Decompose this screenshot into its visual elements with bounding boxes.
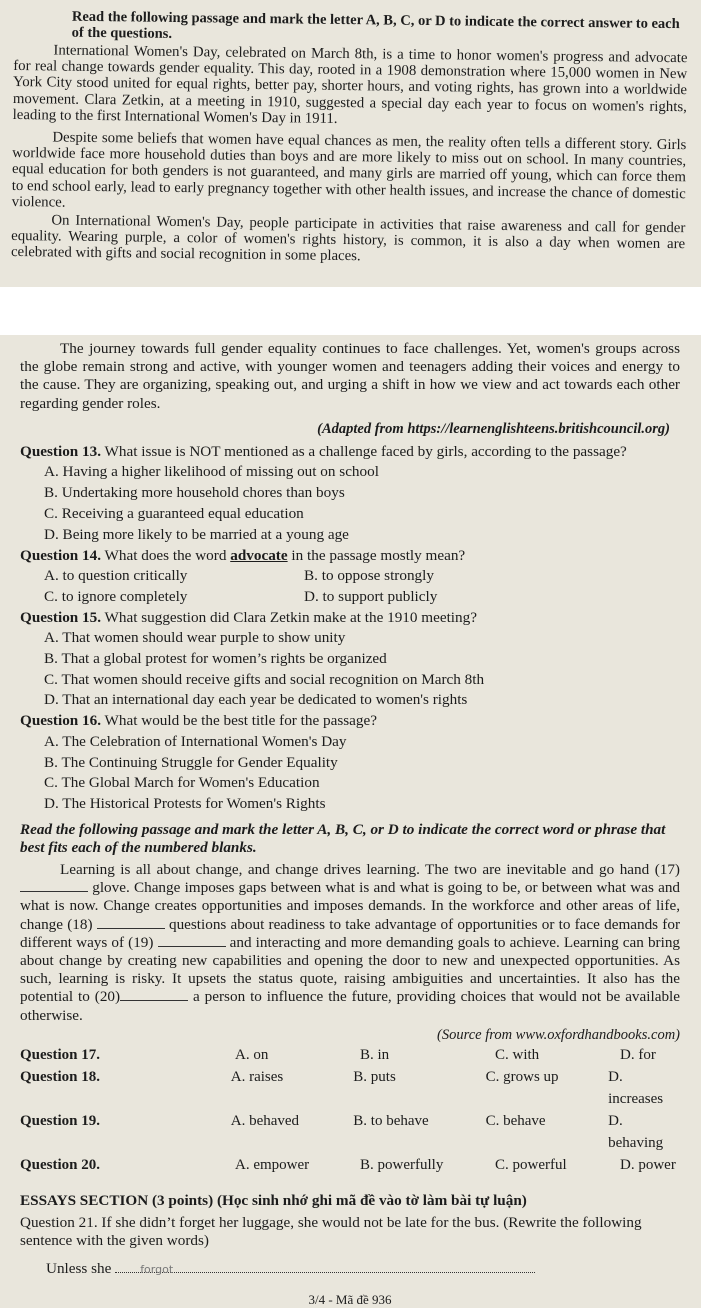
option-b[interactable]: B. powerfully [360, 1156, 444, 1173]
option-d[interactable]: D. to support publicly [304, 587, 438, 605]
option-b[interactable]: B. in [360, 1046, 390, 1063]
question-21: Question 21. If she didn’t forget her luggage, she would not be late for the bus. (Rewrite the following sentence with the given words) [20, 1213, 642, 1249]
answer-row-20 [20, 1154, 680, 1176]
blank-17-label: (17) [654, 860, 680, 878]
handwritten-answer: forgot [140, 1262, 174, 1276]
option-d[interactable]: D. The Historical Protests for Women's Rights [44, 795, 326, 813]
question-label: Question 13. [20, 442, 102, 460]
question-label: Question 19. [20, 1112, 101, 1129]
question-14 [20, 546, 680, 608]
page-bottom [20, 340, 680, 1308]
torn-gap [0, 287, 701, 335]
answer-row-19 [20, 1110, 680, 1154]
passage-one-source: (Adapted from https://learnenglishteens.britishcouncil.org) [317, 420, 670, 437]
passage-one-paragraph-4: The journey towards full gender equality continues to face challenges. Yet, women's groups across the globe remain strong and active, with younger women and teenagers adding their voices and energy to the cause. They are organizing, speaking out, and urging a shift in how we view and act towards each other regarding gender roles. [20, 340, 680, 412]
option-c[interactable]: C. behave [485, 1112, 546, 1129]
option-c[interactable]: C. That women should receive gifts and social recognition on March 8th [44, 670, 485, 688]
question-label: Question 20. [20, 1156, 101, 1173]
passage-one-paragraph-3: On International Women's Day, people participate in activities that raise awareness and call for gender equality. Wearing purple, a color of women's rights history, is common, it is also a day when women are celebrated with gifts and social recognition in some places. [10, 212, 686, 265]
option-c[interactable]: C. grows up [485, 1068, 559, 1085]
answer-grid [20, 1044, 680, 1176]
question-15 [20, 608, 680, 712]
question-13 [20, 442, 680, 546]
option-b[interactable]: B. The Continuing Struggle for Gender Equality [44, 753, 338, 771]
passage-two-instruction: Read the following passage and mark the letter A, B, C, or D to indicate the correct word or phrase that best fits each of the numbered blanks. [20, 820, 666, 856]
blank-18[interactable] [97, 928, 165, 929]
passage-two-sentence-3: questions about readiness to take advantage of opportunities or to face demands for different ways of (19) [20, 915, 681, 951]
option-a[interactable]: A. Having a higher likelihood of missing out on school [44, 463, 379, 481]
question-text-before: What does the word [104, 546, 227, 564]
passage-two-sentence-1: Learning is all about change, and change drives learning. The two are inevitable and go hand [60, 860, 650, 878]
question-label: Question 15. [20, 608, 102, 626]
option-b[interactable]: B. Undertaking more household chores than boys [44, 484, 345, 502]
option-a[interactable]: A. The Celebration of International Women's Day [44, 732, 347, 750]
question-label: Question 14. [20, 546, 102, 564]
answer-input-line[interactable] [115, 1258, 535, 1273]
passage-one-instruction: Read the following passage and mark the letter A, B, C, or D to indicate the correct answer to each of the questions. [71, 8, 680, 42]
question-16 [20, 711, 680, 815]
question-label: Question 17. [20, 1046, 101, 1063]
question-text: What would be the best title for the passage? [104, 712, 377, 730]
option-c[interactable]: C. Receiving a guaranteed equal education [44, 504, 304, 522]
blank-20[interactable] [120, 1000, 188, 1001]
option-c[interactable]: C. with [495, 1046, 540, 1063]
question-label: Question 16. [20, 712, 102, 730]
option-d[interactable]: D. That an international day each year be dedicated to women's rights [44, 691, 468, 709]
blank-19[interactable] [158, 946, 226, 947]
rewrite-prompt: Unless she [46, 1259, 112, 1277]
option-a[interactable]: A. on [235, 1046, 269, 1063]
option-d[interactable]: D. power [620, 1156, 676, 1173]
option-a[interactable]: A. to question critically [44, 567, 188, 584]
passage-one-paragraph-2: Despite some beliefs that women have equal chances as men, the reality often tells a different story. Girls worldwide face more household duties than boys and are more likely to miss out on school. In many countries, equal education for both genders is not guaranteed, and many girls are married off young, which can force them to end school early, lead to early pregnancy together with other health issues, and increase the chance of domestic violence. [11, 129, 687, 211]
option-a[interactable]: A. raises [230, 1068, 284, 1085]
option-b[interactable]: B. puts [353, 1068, 396, 1085]
blank-17[interactable] [20, 891, 88, 892]
question-text: What suggestion did Clara Zetkin make at the 1910 meeting? [104, 608, 477, 626]
question-text: What issue is NOT mentioned as a challenge faced by girls, according to the passage? [104, 442, 627, 460]
answer-row-17 [20, 1044, 680, 1066]
question-text-after: in the passage mostly mean? [291, 546, 466, 564]
option-d[interactable]: D. Being more likely to be married at a young age [44, 525, 349, 543]
option-b[interactable]: B. to behave [353, 1112, 429, 1129]
answer-row-18 [20, 1066, 680, 1110]
page-footer: 3/4 - Mã đề 936 [308, 1291, 392, 1307]
rewrite-line [20, 1258, 680, 1278]
passage-two-text [20, 861, 680, 1025]
option-a[interactable]: A. behaved [230, 1112, 300, 1129]
question-keyword: advocate [230, 546, 288, 564]
essay-section-title: ESSAYS SECTION (3 points) (Học sinh nhớ ghi mã đề vào tờ làm bài tự luận) [20, 1191, 527, 1209]
option-c[interactable]: C. to ignore completely [44, 587, 188, 605]
option-a[interactable]: A. empower [235, 1156, 310, 1173]
option-c[interactable]: C. powerful [495, 1156, 567, 1173]
option-d[interactable]: D. for [620, 1046, 656, 1063]
option-d[interactable]: D. behaving [608, 1112, 664, 1151]
passage-two-sentence-5: a person to influence the future, providing choices that would not be available otherwise. [20, 988, 681, 1024]
passage-one-top [11, 8, 688, 269]
passage-two-sentence-4: and interacting and more demanding goals to achieve. Learning can bring about change by creating new capabilities and opening the door to new and unexpected opportunities. As such, learning is risky. It upsets the status quote, raising ambiguities and uncertainties. It also has the potential to (20) [20, 933, 681, 1006]
passage-one-paragraph-1: International Women's Day, celebrated on March 8th, is a time to honor women's progress and advocate for real change towards gender equality. This day, rooted in a 1908 demonstration where 15,000 women in New York City stood united for equal rights, better pay, shorter hours, and voting rights, has grown into a worldwide movement. Clara Zetkin, at a meeting in 1910, suggested a special day each year to focus on women's rights, leading to the first International Women's Day in 1911. [12, 42, 688, 127]
option-a[interactable]: A. That women should wear purple to show unity [44, 629, 346, 647]
question-label: Question 18. [20, 1068, 101, 1085]
passage-two-sentence-2: glove. Change imposes gaps between what is and what is going to be, or between what was and what is now. Change creates opportunities and imposes demands. In the workforce and other areas of life, change (18) [20, 879, 681, 933]
option-d[interactable]: D. increases [608, 1068, 664, 1107]
option-b[interactable]: B. That a global protest for women’s rights be organized [44, 649, 387, 667]
option-b[interactable]: B. to oppose strongly [304, 567, 434, 584]
option-c[interactable]: C. The Global March for Women's Education [44, 774, 320, 792]
passage-two-source: (Source from www.oxfordhandbooks.com) [437, 1026, 680, 1043]
